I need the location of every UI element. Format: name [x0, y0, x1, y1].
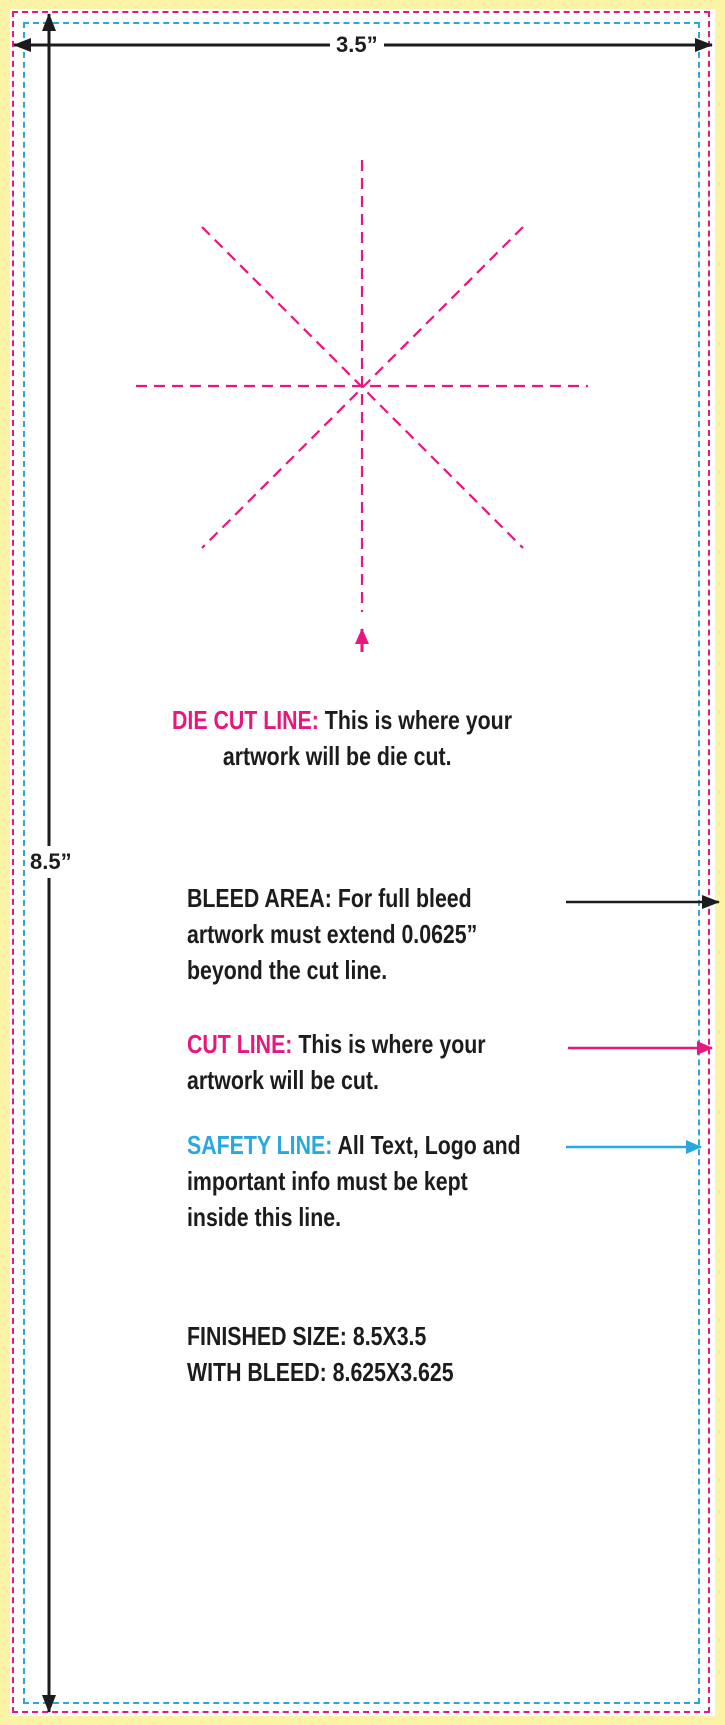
bleed-text-line3: beyond the cut line. — [187, 955, 388, 985]
die-cut-starburst — [136, 160, 588, 612]
bleed-text-line1: For full bleed — [337, 883, 472, 913]
die-cut-label: DIE CUT LINE: — [172, 705, 319, 735]
safety-text-line3: inside this line. — [187, 1202, 342, 1232]
cut-label: CUT LINE: — [187, 1029, 293, 1059]
with-bleed-size: WITH BLEED: 8.625X3.625 — [187, 1357, 454, 1387]
cut-note — [187, 1026, 564, 1098]
safety-note — [187, 1127, 564, 1235]
size-info — [187, 1318, 564, 1390]
safety-text-line2: important info must be kept — [187, 1166, 468, 1196]
height-dimension-label: 8.5” — [28, 846, 74, 878]
cut-text-line1: This is where your — [298, 1029, 486, 1059]
safety-label: SAFETY LINE: — [187, 1130, 333, 1160]
width-dimension-label: 3.5” — [330, 33, 384, 57]
finished-size: FINISHED SIZE: 8.5X3.5 — [187, 1321, 427, 1351]
safety-text-line1: All Text, Logo and — [337, 1130, 521, 1160]
bleed-text-line2: artwork must extend 0.0625” — [187, 919, 478, 949]
die-cut-note — [172, 702, 549, 774]
die-cut-text-line1: This is where your — [324, 705, 513, 735]
bleed-label: BLEED AREA: — [187, 883, 332, 913]
bleed-note — [187, 880, 564, 988]
die-cut-text-line2: artwork will be die cut. — [222, 741, 452, 771]
cut-text-line2: artwork will be cut. — [187, 1065, 379, 1095]
